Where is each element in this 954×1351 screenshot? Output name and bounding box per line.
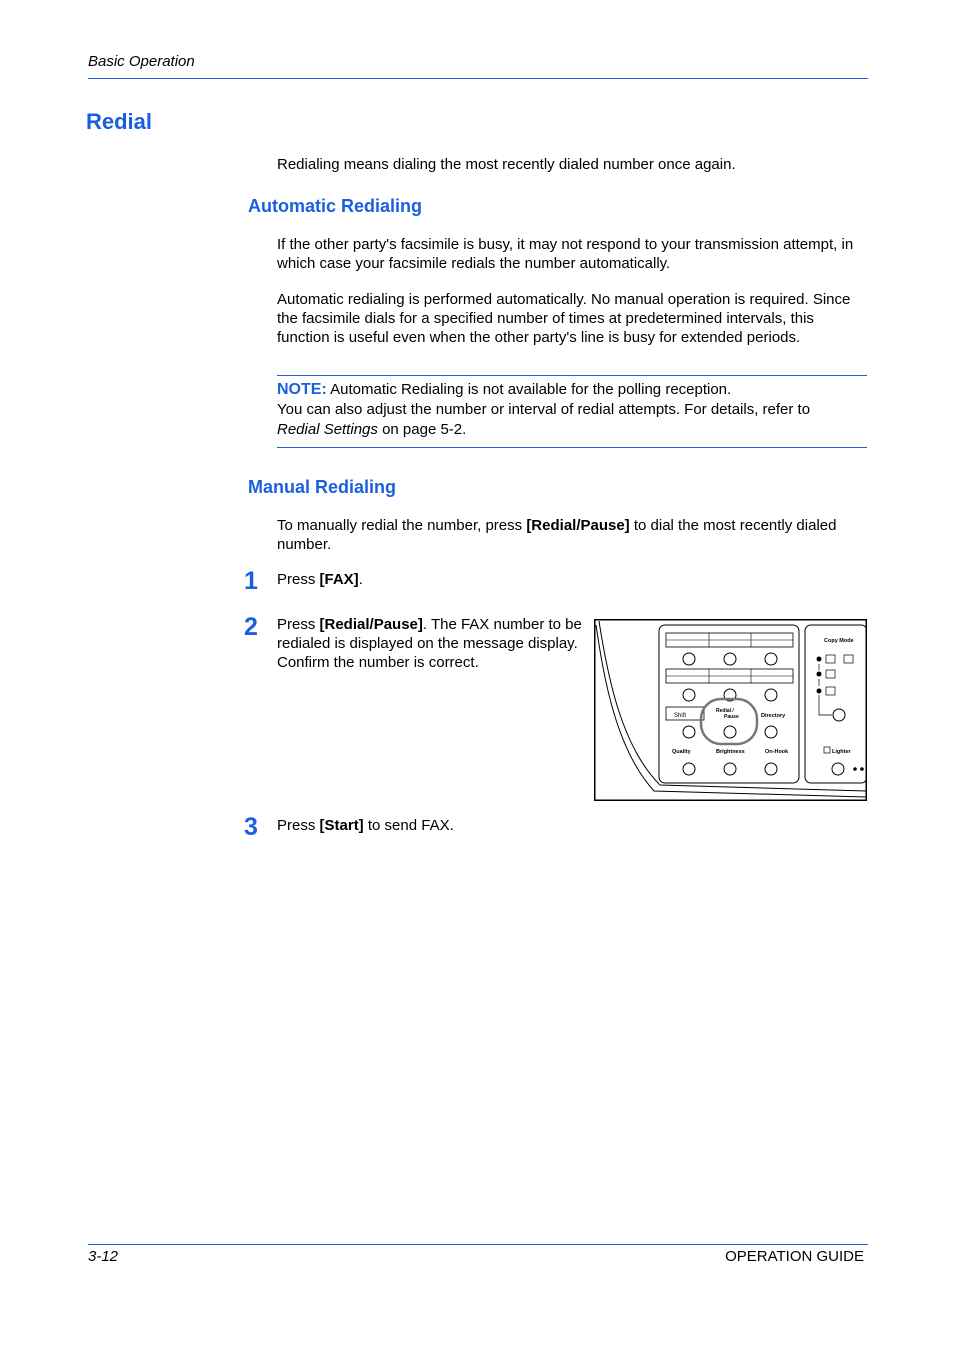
- automatic-paragraph-2: Automatic redialing is performed automatically. No manual operation is required. Since the facsimile dials for a specified number of times at predetermined intervals, this function is useful even when the other party's line is busy for extended periods.: [277, 291, 851, 346]
- guide-title: OPERATION GUIDE: [725, 1248, 864, 1265]
- panel-redial-label-2: Pause: [724, 714, 739, 720]
- step-3-text: Press [Start] to send FAX.: [277, 817, 454, 834]
- panel-brightness-label: Brightness: [716, 749, 745, 755]
- operation-panel-illustration: [594, 619, 867, 801]
- manual-paragraph: To manually redial the number, press [Redial/Pause] to dial the most recently dialed number.: [277, 517, 837, 553]
- step-2-number: 2: [244, 613, 258, 641]
- step-1-text: Press [FAX].: [277, 571, 363, 588]
- note-label: NOTE:: [277, 381, 327, 398]
- note-reference: Redial Settings: [277, 421, 378, 438]
- running-header: Basic Operation: [88, 53, 195, 70]
- panel-copy-mode-label: Copy Mode: [824, 638, 854, 644]
- panel-quality-label: Quality: [672, 749, 691, 755]
- page-title: Redial: [86, 109, 153, 134]
- heading-manual-redialing: Manual Redialing: [248, 477, 397, 497]
- panel-on-hook-label: On-Hook: [765, 749, 789, 755]
- intro-paragraph: Redialing means dialing the most recently dialed number once again.: [277, 156, 736, 173]
- step-2-text: Press [Redial/Pause]. The FAX number to be redialed is displayed on the message display. Confirm the number is correct.: [277, 616, 582, 671]
- note-line-1: Automatic Redialing is not available for the polling reception.: [330, 381, 732, 398]
- panel-directory-label: Directory: [761, 713, 786, 719]
- heading-automatic-redialing: Automatic Redialing: [248, 196, 423, 216]
- note-line-2: You can also adjust the number or interval of redial attempts. For details, refer to: [277, 401, 811, 418]
- header-rule: [88, 78, 868, 79]
- note-bottom-rule: [277, 447, 867, 448]
- footer-rule: [88, 1244, 868, 1245]
- panel-lighter-label: Lighter: [832, 749, 851, 755]
- step-3-number: 3: [244, 813, 258, 841]
- automatic-paragraph-1: If the other party's facsimile is busy, it may not respond to your transmission attempt, in which case your facsimile redials the number automatically.: [277, 236, 854, 272]
- redial-pause-key: [Redial/Pause]: [526, 517, 630, 534]
- page-number: 3-12: [88, 1248, 119, 1265]
- step-1-number: 1: [244, 567, 258, 595]
- note-line-3: on page 5-2.: [382, 421, 467, 438]
- panel-redial-label-1: Redial /: [716, 708, 734, 714]
- panel-shift-label: Shift: [674, 713, 687, 719]
- note-top-rule: [277, 375, 867, 376]
- note-box: [277, 380, 869, 440]
